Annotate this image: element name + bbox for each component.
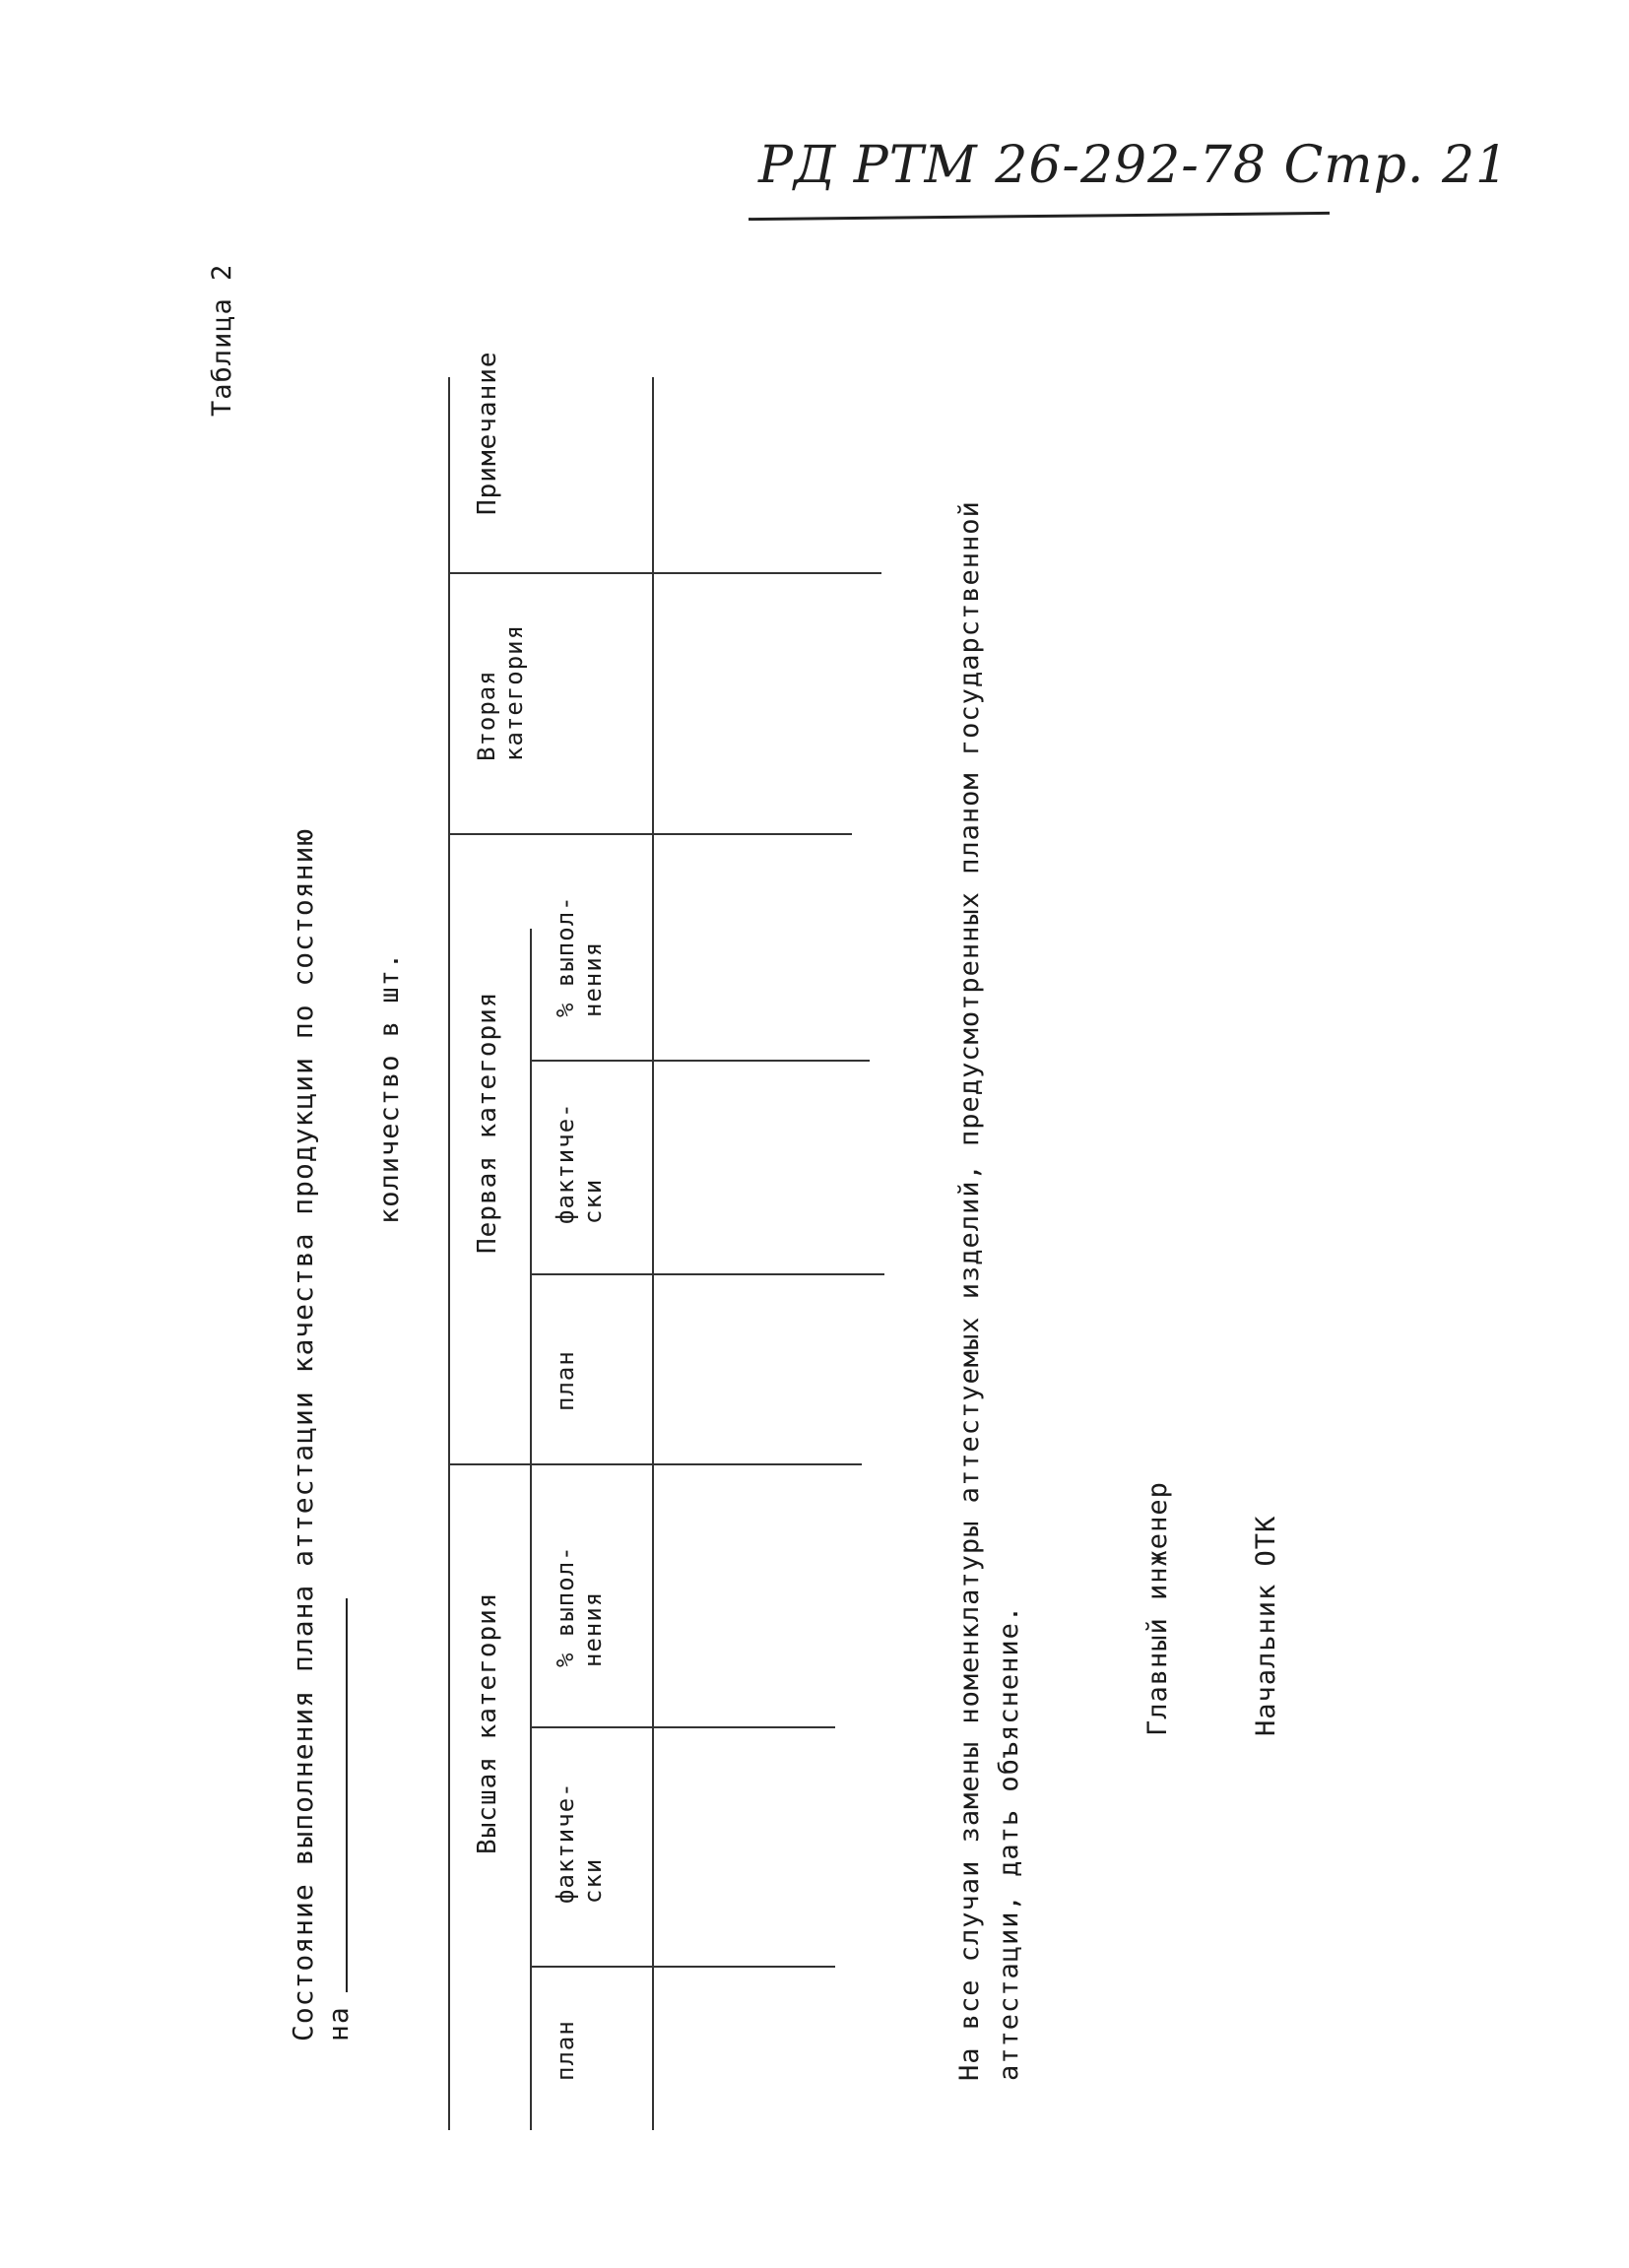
col-divider-5 xyxy=(530,1060,870,1062)
first-percent-line2: нения xyxy=(579,940,607,1017)
first-plan-header: план xyxy=(552,1350,579,1411)
col-divider-3 xyxy=(448,1463,862,1465)
col-divider-7 xyxy=(448,572,881,574)
footnote-line-2: аттестации, дать объяснение. xyxy=(994,1604,1024,2081)
title-line-2-prefix: на xyxy=(322,2006,355,2041)
header-second-category xyxy=(473,623,528,761)
highest-percent-header xyxy=(552,1545,607,1667)
title-line-2 xyxy=(321,564,357,2041)
footnote-line-1: На все случаи замены номенклатуры аттестуемых изделий, предусмотренных планом государственной xyxy=(954,500,985,2081)
col-divider-6 xyxy=(448,833,852,835)
table-title xyxy=(286,564,357,2041)
highest-actual-header xyxy=(552,1782,607,1904)
col-divider-2 xyxy=(530,1726,835,1728)
signature-otk-head: Начальник ОТК xyxy=(1251,1515,1281,1736)
table-top-border xyxy=(448,377,450,2130)
quantity-unit: количество в шт. xyxy=(374,951,405,1224)
highest-actual-line1: фактиче- xyxy=(552,1782,579,1904)
col-divider-1 xyxy=(530,1966,835,1968)
table-subheader-line xyxy=(530,929,532,2130)
rotated-page xyxy=(0,239,1281,2268)
highest-actual-line2: ски xyxy=(579,1857,607,1904)
header-highest-category: Высшая категория xyxy=(473,1591,502,1854)
title-line-1: Состояние выполнения плана аттестации качества продукции по состоянию xyxy=(287,827,319,2041)
document-code-stamp: РД РТМ 26-292-78 Стр. 21 xyxy=(758,136,1510,195)
header-second-category-text: Вторая категория xyxy=(473,623,528,761)
col-divider-4 xyxy=(530,1273,884,1275)
stamp-underline xyxy=(749,212,1330,221)
signature-chief-engineer: Главный инженер xyxy=(1142,1481,1173,1736)
first-actual-line2: ски xyxy=(579,1178,607,1224)
date-blank-line xyxy=(324,1598,348,1992)
table-header-bottom xyxy=(652,377,654,2130)
first-actual-line1: фактиче- xyxy=(552,1102,579,1224)
highest-plan-header: план xyxy=(552,2020,579,2081)
highest-percent-line1: % выпол- xyxy=(552,1545,579,1667)
highest-percent-line2: нения xyxy=(579,1590,607,1667)
footnote xyxy=(950,249,1029,2081)
first-percent-header xyxy=(552,895,607,1017)
first-percent-line1: % выпол- xyxy=(552,895,579,1017)
first-actual-header xyxy=(552,1102,607,1224)
header-note: Примечание xyxy=(473,351,502,515)
table-label: Таблица 2 xyxy=(207,263,237,417)
header-first-category: Первая категория xyxy=(473,991,502,1254)
